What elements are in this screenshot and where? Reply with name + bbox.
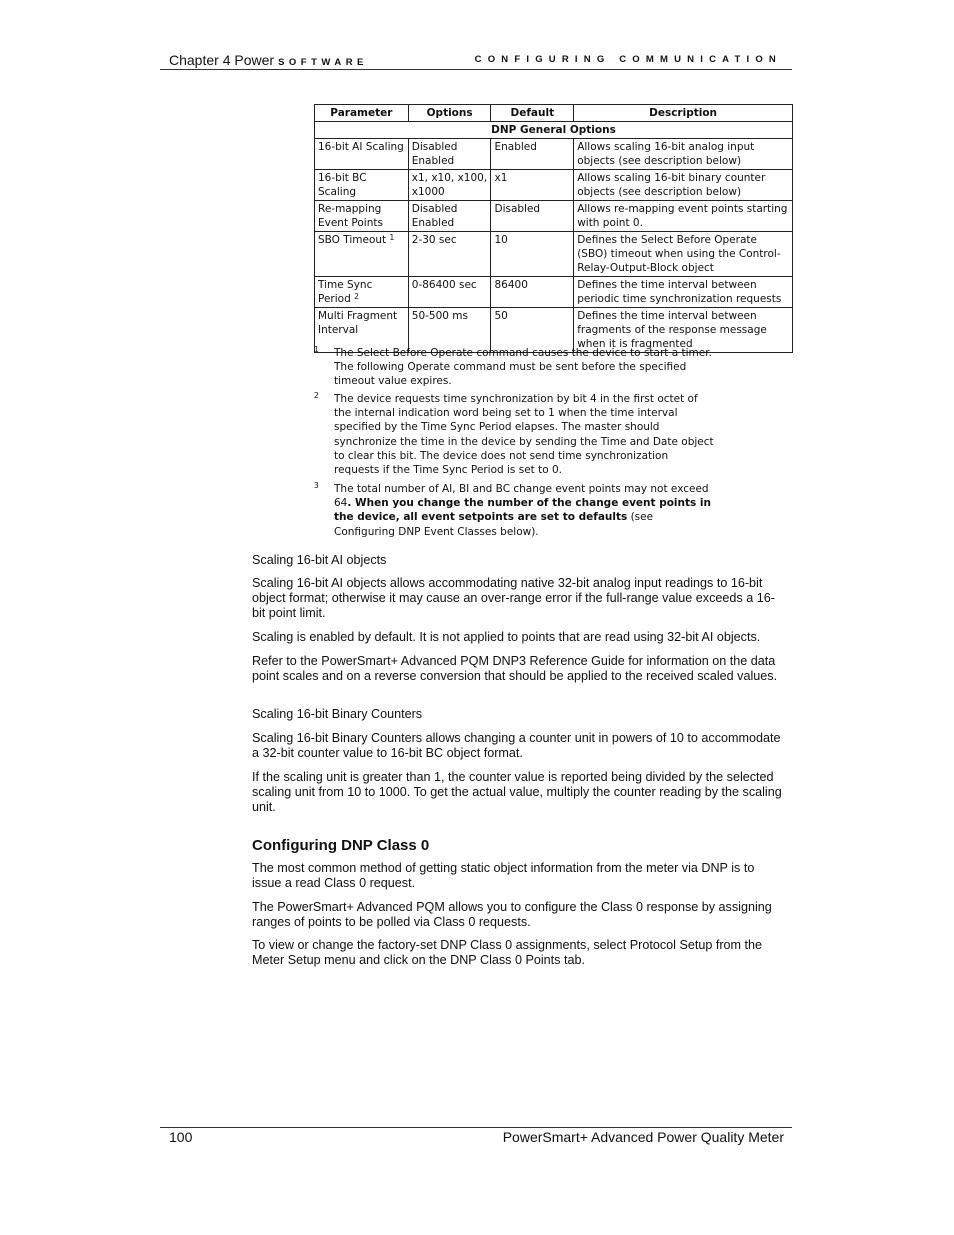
paragraph: To view or change the factory-set DNP Class 0 assignments, select Protocol Setup from the Meter Setup menu and click on the DNP Class 0 Points tab.: [252, 938, 763, 968]
column-header: Default: [491, 105, 574, 122]
description-cell: Defines the Select Before Operate (SBO) timeout when using the Control-Relay-Output-Block object: [574, 232, 793, 277]
table-row: [315, 277, 793, 308]
param-cell: Re-mapping Event Points: [315, 201, 409, 232]
table-row: [315, 139, 793, 170]
footnote-text: The device requests time synchronization by bit 4 in the first octet of the internal indication word being set to 1 when the time interval specified by the Time Sync Period elapses. The master should synchronize the time in the device by sending the Time and Date object to clear this bit. The device does not send time synchronization requests if the Time Sync Period is set to 0.: [334, 393, 714, 477]
page-header: [160, 52, 792, 70]
description-cell: Defines the time interval between periodic time synchronization requests: [574, 277, 793, 308]
description-cell: Allows scaling 16-bit analog input objects (see description below): [574, 139, 793, 170]
paragraph: The PowerSmart+ Advanced PQM allows you to configure the Class 0 response by assigning ranges of points to be polled via Class 0 requests.: [252, 900, 772, 930]
default-cell: 50: [491, 308, 574, 353]
options-cell: Disabled Enabled: [408, 139, 491, 170]
page-footer: [160, 1127, 792, 1150]
options-cell: 2-30 sec: [408, 232, 491, 277]
options-cell: Disabled Enabled: [408, 201, 491, 232]
description-cell: Allows re-mapping event points starting with point 0.: [574, 201, 793, 232]
footnote-1: [314, 346, 714, 389]
paragraph: Scaling 16-bit AI objects: [252, 553, 387, 567]
options-cell: 50-500 ms: [408, 308, 491, 353]
table-section-row: [315, 122, 793, 139]
footnote-text: The Select Before Operate command causes the device to start a timer. The following Operate command must be sent before the specified timeout value expires.: [334, 347, 712, 388]
paragraph: Scaling is enabled by default. It is not applied to points that are read using 32-bit AI objects.: [252, 630, 761, 644]
default-cell: 10: [491, 232, 574, 277]
table-header-row: [315, 105, 793, 122]
column-header: Parameter: [315, 105, 409, 122]
chapter-suffix: SOFTWARE: [278, 57, 368, 68]
footnote-text: The total number of AI, BI and BC change event points may not exceed 64. When you change the number of the change event points in the device, all event setpoints are set to defaults (see Configuring DNP Event Classes below).: [334, 483, 712, 538]
param-cell: SBO Timeout $^1$: [315, 232, 409, 277]
default-cell: Enabled: [491, 139, 574, 170]
table-row: [315, 232, 793, 277]
section-heading: Configuring DNP Class 0: [252, 837, 430, 854]
default-cell: Disabled: [491, 201, 574, 232]
options-cell: x1, x10, x100, x1000: [408, 170, 491, 201]
description-cell: Defines the time interval between fragments of the response message when it is fragmented: [574, 308, 793, 353]
param-cell: 16-bit BC Scaling: [315, 170, 409, 201]
chapter-title: Chapter 4 Power: [169, 52, 275, 68]
dnp-options-table: [314, 104, 793, 353]
footnote-number: 3: [314, 481, 319, 490]
options-cell: 0-86400 sec: [408, 277, 491, 308]
page-number: 100: [169, 1129, 193, 1145]
param-cell: Time Sync Period $^2$: [315, 277, 409, 308]
table-row: [315, 170, 793, 201]
column-header: Options: [408, 105, 491, 122]
paragraph: Refer to the PowerSmart+ Advanced PQM DNP3 Reference Guide for information on the data point scales and on a reverse conversion that should be applied to the received scaled values.: [252, 654, 778, 684]
footnote-number: 1: [314, 345, 319, 354]
description-cell: Allows scaling 16-bit binary counter objects (see description below): [574, 170, 793, 201]
footnote-number: 2: [314, 391, 319, 400]
paragraph: Scaling 16-bit Binary Counters: [252, 707, 423, 721]
param-cell: Multi Fragment Interval: [315, 308, 409, 353]
section-label: CONFIGURING COMMUNICATION: [474, 54, 782, 65]
paragraph: The most common method of getting static object information from the meter via DNP is to issue a read Class 0 request.: [252, 861, 755, 891]
paragraph: Scaling 16-bit Binary Counters allows changing a counter unit in powers of 10 to accommodate a 32-bit counter value to 16-bit BC object format.: [252, 731, 781, 761]
section-title: DNP General Options: [315, 122, 793, 139]
footnote-2: [314, 392, 714, 477]
default-cell: x1: [491, 170, 574, 201]
default-cell: 86400: [491, 277, 574, 308]
document-title: PowerSmart+ Advanced Power Quality Meter: [502, 1129, 784, 1145]
paragraph: If the scaling unit is greater than 1, the counter value is reported being divided by the selected scaling unit from 10 to 1000. To get the actual value, multiply the counter reading by the scaling unit.: [252, 770, 782, 815]
table-row: [315, 201, 793, 232]
chapter-label: [169, 52, 368, 68]
param-cell: 16-bit AI Scaling: [315, 139, 409, 170]
paragraph: Scaling 16-bit AI objects allows accommodating native 32-bit analog input readings to 16-bit object format; otherwise it may cause an over-range error if the full-range value exceeds a 16-bit point limit.: [252, 576, 775, 621]
footnote-3: [314, 482, 714, 539]
column-header: Description: [574, 105, 793, 122]
